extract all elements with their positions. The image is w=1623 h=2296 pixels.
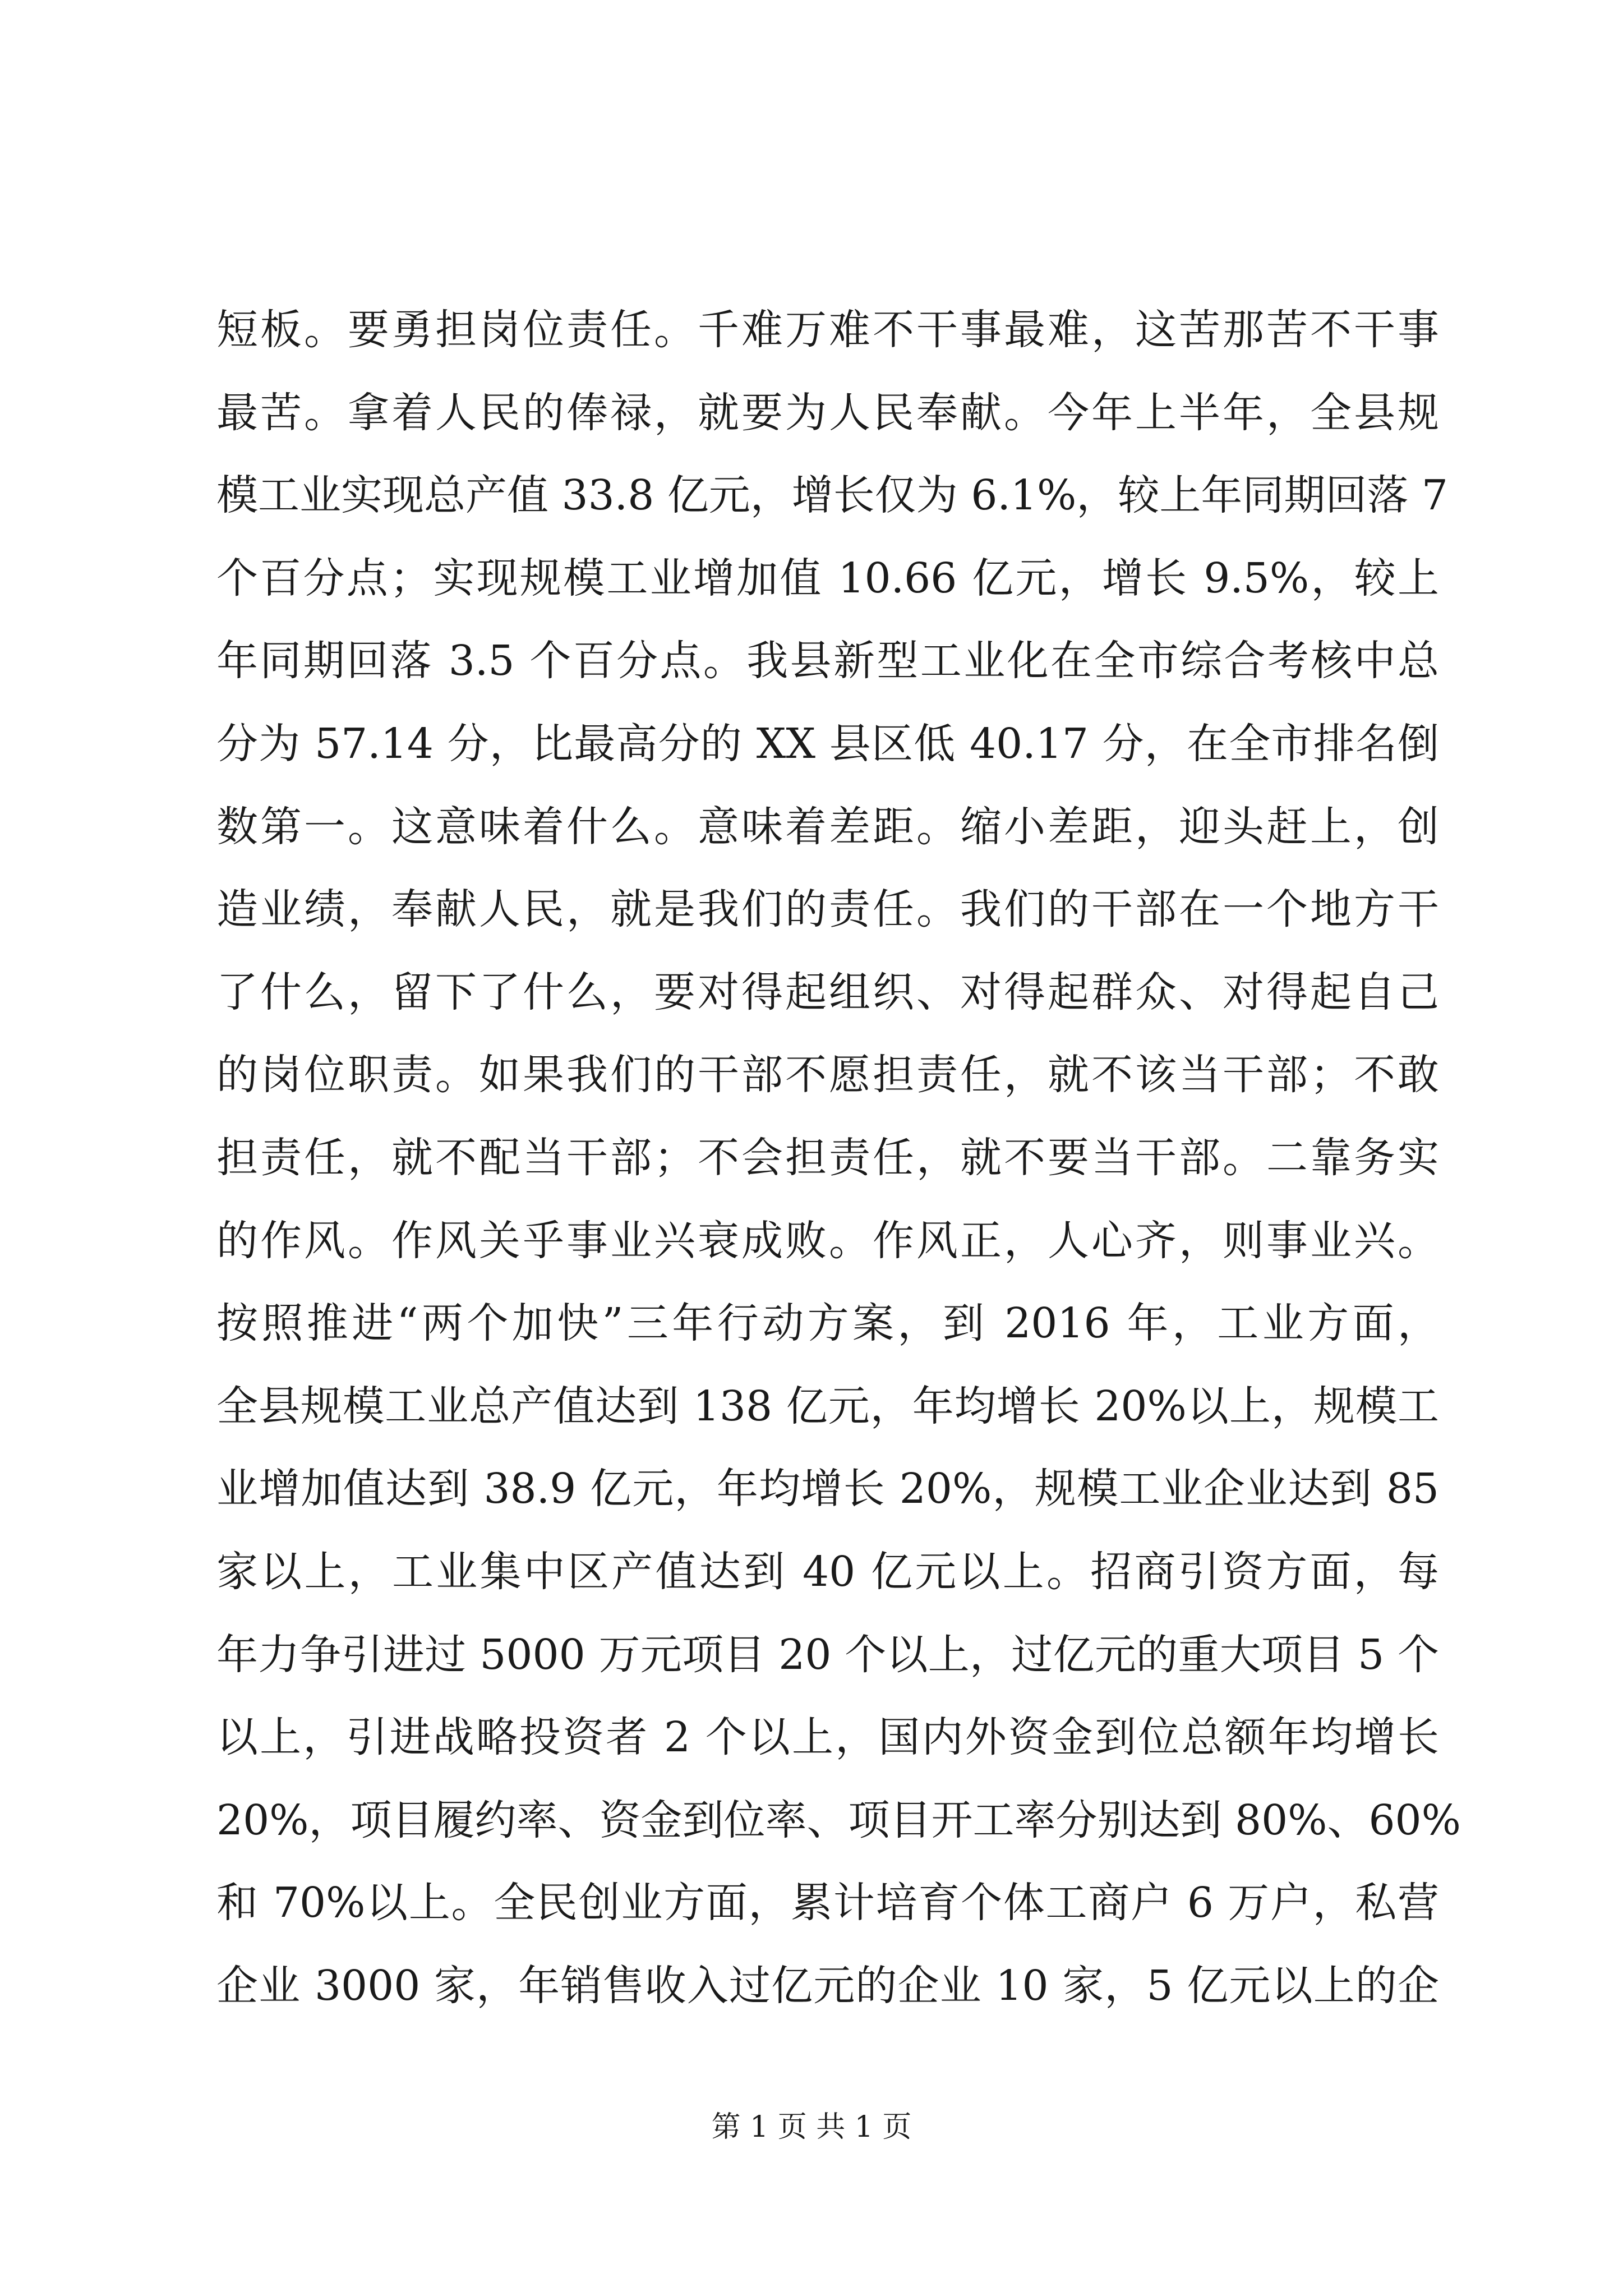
page-footer: 第 1 页 共 1 页 [711,2110,912,2144]
text-line: 担责任，就不配当干部；不会担责任，就不要当干部。二靠务实 [216,1133,1439,1182]
text-line: 的岗位职责。如果我们的干部不愿担责任，就不该当干部；不敢 [216,1051,1439,1099]
text-line: 年力争引进过 5000 万元项目 20 个以上，过亿元的重大项目 5 个 [216,1630,1439,1679]
text-line: 个百分点；实现规模工业增加值 10.66 亿元，增长 9.5%，较上 [216,554,1439,602]
text-line: 模工业实现总产值 33.8 亿元，增长仅为 6.1%，较上年同期回落 7 [216,471,1448,520]
text-line: 短板。要勇担岗位责任。千难万难不干事最难，这苦那苦不干事 [216,306,1439,354]
text-line: 按照推进“两个加快”三年行动方案，到 2016 年，工业方面， [216,1299,1439,1348]
text-line: 和 70%以上。全民创业方面，累计培育个体工商户 6 万户，私营 [216,1879,1439,1927]
text-line: 了什么，留下了什么，要对得起组织、对得起群众、对得起自己 [216,968,1439,1016]
text-line: 全县规模工业总产值达到 138 亿元，年均增长 20%以上，规模工 [216,1382,1439,1430]
text-line: 20%，项目履约率、资金到位率、项目开工率分别达到 80%、60% [216,1796,1461,1844]
text-line: 企业 3000 家，年销售收入过亿元的企业 10 家，5 亿元以上的企 [216,1961,1439,2010]
text-line: 的作风。作风关乎事业兴衰成败。作风正，人心齐，则事业兴。 [216,1216,1439,1265]
text-line: 年同期回落 3.5 个百分点。我县新型工业化在全市综合考核中总 [216,637,1439,685]
text-line: 最苦。拿着人民的俸禄，就要为人民奉献。今年上半年，全县规 [216,388,1439,437]
text-line: 以上，引进战略投资者 2 个以上，国内外资金到位总额年均增长 [216,1713,1439,1762]
text-line: 业增加值达到 38.9 亿元，年均增长 20%，规模工业企业达到 85 [216,1465,1439,1513]
body-text [216,289,1461,2027]
text-line: 家以上，工业集中区产值达到 40 亿元以上。招商引资方面，每 [216,1547,1439,1596]
text-line: 分为 57.14 分，比最高分的 XX 县区低 40.17 分，在全市排名倒 [216,719,1439,768]
text-line: 造业绩，奉献人民，就是我们的责任。我们的干部在一个地方干 [216,885,1439,934]
text-line: 数第一。这意味着什么。意味着差距。缩小差距，迎头赶上，创 [216,802,1439,851]
